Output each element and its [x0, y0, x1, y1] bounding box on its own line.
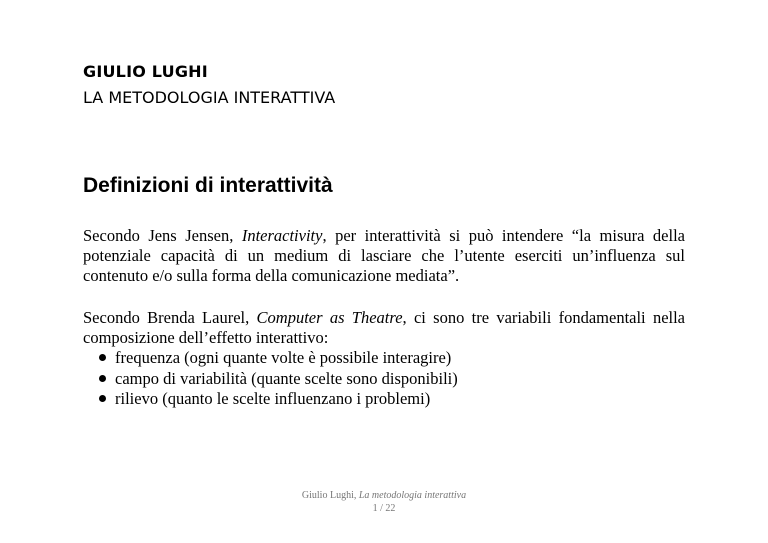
list-item-text: frequenza (ogni quante volte è possibile interagire) — [115, 348, 452, 367]
paragraph-laurel-body: , ci sono tre variabili fondamentali nella composizione dell’effetto interattivo: — [83, 308, 686, 347]
document-title: LA METODOLOGIA INTERATTIVA — [83, 88, 336, 107]
footer-author: Giulio Lughi, — [301, 490, 359, 501]
list-item — [83, 348, 458, 369]
bullet-icon — [99, 375, 106, 382]
paragraph-jensen-body: , per interattività si può intendere “la misura della potenziale capacità di un medium di lasciare che l’utente eserciti un’influenza sul contenuto e/o sulla forma della comunicazione mediata”. — [83, 226, 685, 285]
section-heading: Definizioni di interattività — [83, 174, 333, 197]
bullet-list — [83, 348, 458, 410]
list-item-text: campo di variabilità (quante scelte sono disponibili) — [115, 368, 458, 388]
page-footer — [0, 489, 768, 515]
page-number: 1 / 22 — [372, 503, 396, 514]
work-title-interactivity: Interactivity — [241, 226, 323, 245]
footer-citation — [0, 489, 768, 502]
paragraph-laurel — [83, 308, 685, 348]
bullet-icon — [99, 354, 106, 361]
paragraph-laurel-lead: Secondo Brenda Laurel, — [83, 308, 257, 327]
bullet-icon — [99, 395, 106, 402]
work-title-computer-as-theatre: Computer as Theatre — [256, 308, 403, 327]
paragraph-jensen — [83, 226, 685, 286]
list-item — [83, 369, 458, 390]
author-name: GIULIO LUGHI — [83, 62, 208, 81]
list-item-text: rilievo (quanto le scelte influenzano i problemi) — [115, 389, 431, 408]
footer-work-title: La metodologia interattiva — [358, 490, 467, 501]
paragraph-jensen-lead: Secondo Jens Jensen, — [83, 226, 242, 245]
list-item — [83, 389, 458, 410]
